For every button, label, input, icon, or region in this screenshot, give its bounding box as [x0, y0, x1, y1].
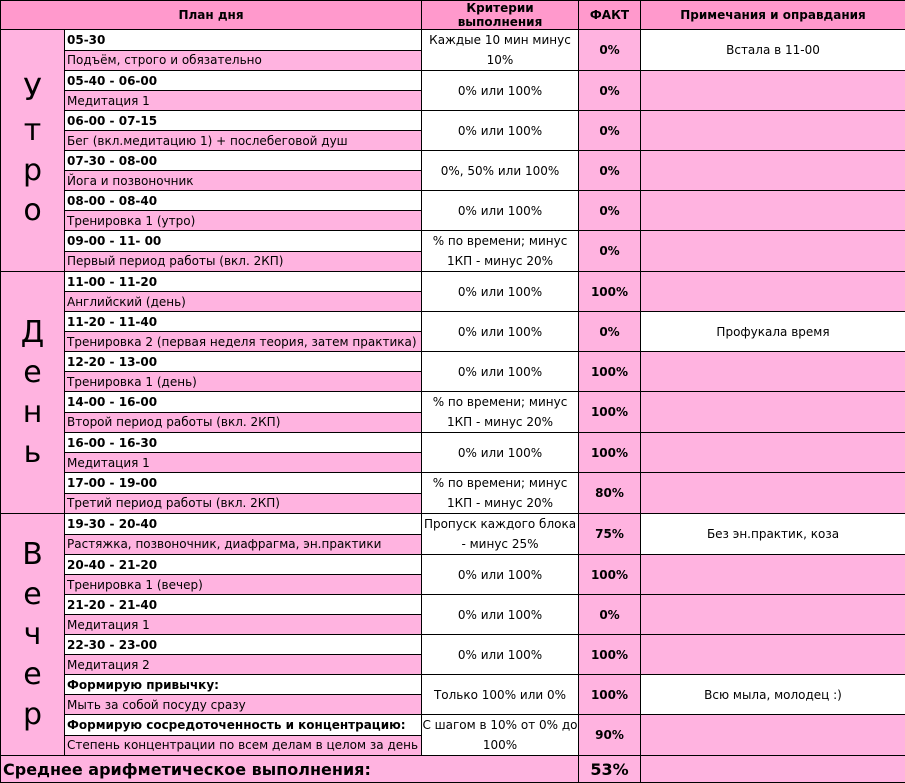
fact-cell[interactable]: 75% — [579, 514, 641, 555]
section-letter: е — [23, 655, 41, 695]
time-range-cell[interactable]: 06-00 - 07-15 — [65, 111, 422, 131]
average-row — [1, 756, 905, 783]
section-letter: ь — [24, 433, 42, 473]
task-description-cell[interactable]: Мыть за собой посуду сразу — [65, 695, 422, 715]
note-cell[interactable] — [641, 392, 905, 433]
task-description-cell[interactable]: Третий период работы (вкл. 2КП) — [65, 493, 422, 514]
note-cell[interactable] — [641, 71, 905, 111]
section-letter: ч — [24, 615, 42, 655]
task-description-cell[interactable]: Первый период работы (вкл. 2КП) — [65, 251, 422, 272]
criteria-cell[interactable]: 0%, 50% или 100% — [422, 151, 579, 191]
time-range-cell[interactable]: 20-40 - 21-20 — [65, 555, 422, 575]
time-range-cell[interactable]: 11-00 - 11-20 — [65, 272, 422, 292]
section-letter: е — [23, 575, 41, 615]
time-range-cell[interactable]: 16-00 - 16-30 — [65, 433, 422, 453]
fact-cell[interactable]: 100% — [579, 352, 641, 392]
section-letter: н — [23, 393, 43, 433]
header-row — [1, 1, 905, 30]
section-letter: р — [23, 695, 42, 735]
table-row — [1, 111, 905, 131]
time-range-cell[interactable]: 14-00 - 16-00 — [65, 392, 422, 413]
time-range-cell[interactable]: 08-00 - 08-40 — [65, 191, 422, 211]
note-cell[interactable]: Без эн.практик, коза — [641, 514, 905, 555]
note-cell[interactable] — [641, 433, 905, 473]
fact-cell[interactable]: 100% — [579, 272, 641, 312]
note-cell[interactable] — [641, 715, 905, 756]
fact-cell[interactable]: 0% — [579, 71, 641, 111]
table-row — [1, 675, 905, 695]
table-row — [1, 312, 905, 332]
criteria-cell[interactable]: Каждые 10 мин минус 10% — [422, 30, 579, 71]
header-notes[interactable]: Примечания и оправдания — [641, 1, 905, 30]
table-row — [1, 352, 905, 372]
table-row — [1, 595, 905, 615]
note-cell[interactable] — [641, 111, 905, 151]
task-description-cell[interactable]: Медитация 1 — [65, 615, 422, 635]
task-description-cell[interactable]: Второй период работы (вкл. 2КП) — [65, 412, 422, 433]
criteria-cell[interactable]: 0% или 100% — [422, 635, 579, 675]
note-cell[interactable]: Всю мыла, молодец :) — [641, 675, 905, 715]
task-description-cell[interactable]: Растяжка, позвоночник, диафрагма, эн.практики — [65, 534, 422, 555]
section-letter: У — [23, 71, 41, 111]
habit-title-cell[interactable]: Формирую привычку: — [65, 675, 422, 695]
note-cell[interactable] — [641, 635, 905, 675]
table-body — [1, 30, 905, 756]
section-letter: о — [23, 191, 41, 231]
table-row — [1, 71, 905, 91]
table-row — [1, 191, 905, 211]
average-label[interactable]: Среднее арифметическое выполнения: — [1, 756, 579, 783]
table-row — [1, 272, 905, 292]
fact-cell[interactable]: 0% — [579, 231, 641, 272]
criteria-cell[interactable]: Только 100% или 0% — [422, 675, 579, 715]
fact-cell[interactable]: 100% — [579, 433, 641, 473]
section-letter: р — [23, 151, 42, 191]
fact-cell[interactable]: 0% — [579, 312, 641, 352]
fact-cell[interactable]: 100% — [579, 675, 641, 715]
note-cell[interactable] — [641, 272, 905, 312]
table-row — [1, 433, 905, 453]
criteria-cell[interactable]: 0% или 100% — [422, 191, 579, 231]
criteria-cell[interactable]: С шагом в 10% от 0% до 100% — [422, 715, 579, 756]
section-letter: е — [23, 353, 41, 393]
average-value[interactable]: 53% — [579, 756, 641, 783]
fact-cell[interactable]: 100% — [579, 555, 641, 595]
criteria-cell[interactable]: Пропуск каждого блока - минус 25% — [422, 514, 579, 555]
fact-cell[interactable]: 100% — [579, 392, 641, 433]
task-description-cell[interactable]: Степень концентрации по всем делам в целом за день — [65, 735, 422, 756]
criteria-cell[interactable]: % по времени; минус 1КП - минус 20% — [422, 392, 579, 433]
note-cell[interactable]: Профукала время — [641, 312, 905, 352]
note-cell[interactable] — [641, 595, 905, 635]
criteria-cell[interactable]: % по времени; минус 1КП - минус 20% — [422, 473, 579, 514]
note-cell[interactable] — [641, 231, 905, 272]
criteria-cell[interactable]: 0% или 100% — [422, 272, 579, 312]
fact-cell[interactable]: 0% — [579, 595, 641, 635]
criteria-cell[interactable]: 0% или 100% — [422, 555, 579, 595]
fact-cell[interactable]: 0% — [579, 151, 641, 191]
time-range-cell[interactable]: 12-20 - 13-00 — [65, 352, 422, 372]
task-description-cell[interactable]: Бег (вкл.медитацию 1) + послебеговой душ — [65, 131, 422, 151]
criteria-cell[interactable]: 0% или 100% — [422, 71, 579, 111]
time-range-cell[interactable]: 05-40 - 06-00 — [65, 71, 422, 91]
task-description-cell[interactable]: Йога и позвоночник — [65, 171, 422, 191]
time-range-cell[interactable]: 22-30 - 23-00 — [65, 635, 422, 655]
task-description-cell[interactable]: Английский (день) — [65, 292, 422, 312]
table-row — [1, 635, 905, 655]
section-vertical-word — [1, 313, 64, 473]
average-empty-cell[interactable] — [641, 756, 905, 783]
table-row — [1, 151, 905, 171]
task-description-cell[interactable]: Тренировка 1 (вечер) — [65, 575, 422, 595]
section-day-label — [1, 272, 65, 514]
time-range-cell[interactable]: 07-30 - 08-00 — [65, 151, 422, 171]
note-cell[interactable] — [641, 151, 905, 191]
time-range-cell[interactable]: 05-30 — [65, 30, 422, 51]
fact-cell[interactable]: 100% — [579, 635, 641, 675]
criteria-cell[interactable]: 0% или 100% — [422, 312, 579, 352]
note-cell[interactable] — [641, 473, 905, 514]
criteria-cell[interactable]: % по времени; минус 1КП - минус 20% — [422, 231, 579, 272]
task-description-cell[interactable]: Подъём, строго и обязательно — [65, 50, 422, 71]
fact-cell[interactable]: 0% — [579, 111, 641, 151]
section-evening-label — [1, 514, 65, 756]
fact-cell[interactable]: 0% — [579, 30, 641, 71]
task-description-cell[interactable]: Тренировка 1 (день) — [65, 372, 422, 392]
criteria-cell[interactable]: 0% или 100% — [422, 433, 579, 473]
task-description-cell[interactable]: Медитация 2 — [65, 655, 422, 675]
header-fact[interactable]: ФАКТ — [579, 1, 641, 30]
time-range-cell[interactable]: 19-30 - 20-40 — [65, 514, 422, 535]
section-vertical-word — [1, 71, 64, 231]
fact-cell[interactable]: 0% — [579, 191, 641, 231]
section-vertical-word — [1, 535, 64, 735]
table-row — [1, 231, 905, 252]
note-cell[interactable]: Встала в 11-00 — [641, 30, 905, 71]
table-row — [1, 514, 905, 535]
time-range-cell[interactable]: 21-20 - 21-40 — [65, 595, 422, 615]
note-cell[interactable] — [641, 352, 905, 392]
table-row — [1, 715, 905, 736]
time-range-cell[interactable]: 09-00 - 11- 00 — [65, 231, 422, 252]
section-letter: т — [24, 111, 41, 151]
header-criteria[interactable]: Критерии выполнения — [422, 1, 579, 30]
criteria-cell[interactable]: 0% или 100% — [422, 352, 579, 392]
time-range-cell[interactable]: 17-00 - 19-00 — [65, 473, 422, 494]
section-letter: Д — [21, 313, 44, 353]
table-row — [1, 555, 905, 575]
time-range-cell[interactable]: 11-20 - 11-40 — [65, 312, 422, 332]
task-description-cell[interactable]: Медитация 1 — [65, 453, 422, 473]
habit-title-cell[interactable]: Формирую сосредоточенность и концентрацию: — [65, 715, 422, 736]
task-description-cell[interactable]: Медитация 1 — [65, 91, 422, 111]
note-cell[interactable] — [641, 191, 905, 231]
fact-cell[interactable]: 80% — [579, 473, 641, 514]
task-description-cell[interactable]: Тренировка 1 (утро) — [65, 211, 422, 231]
header-plan[interactable]: План дня — [1, 1, 422, 30]
criteria-cell[interactable]: 0% или 100% — [422, 111, 579, 151]
note-cell[interactable] — [641, 555, 905, 595]
table-row — [1, 30, 905, 51]
section-morning-label — [1, 30, 65, 272]
criteria-cell[interactable]: 0% или 100% — [422, 595, 579, 635]
section-letter: В — [22, 535, 43, 575]
table-row — [1, 392, 905, 413]
table-row — [1, 473, 905, 494]
task-description-cell[interactable]: Тренировка 2 (первая неделя теория, затем практика) — [65, 332, 422, 352]
fact-cell[interactable]: 90% — [579, 715, 641, 756]
